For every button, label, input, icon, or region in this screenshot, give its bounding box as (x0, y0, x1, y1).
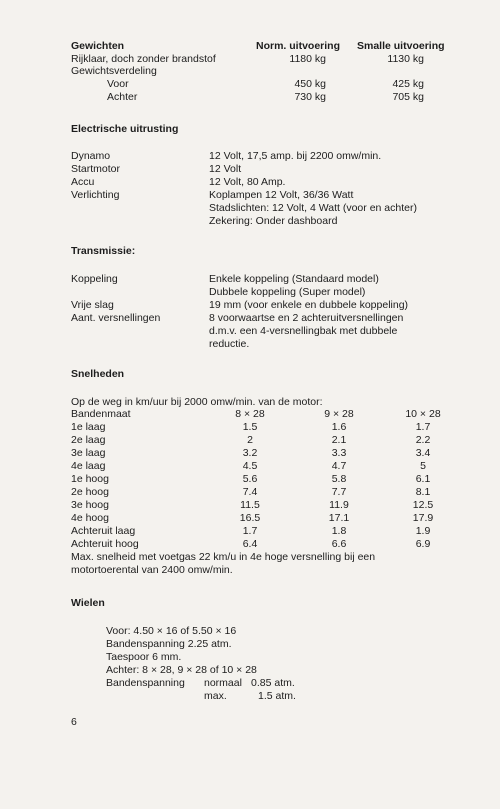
electrical-row-label: Startmotor (71, 163, 121, 175)
wheels-max-value: 1.5 atm. (258, 690, 296, 702)
speeds-heading: Snelheden (71, 368, 125, 380)
speeds-row-c3: 6.1 (415, 473, 431, 485)
weights-voor-normal: 450 kg (294, 78, 326, 90)
weights-achter-narrow: 705 kg (392, 91, 424, 103)
speeds-row-label: 3e hoog (71, 499, 109, 511)
weights-rijklaar-label: Rijklaar, doch zonder brandstof (71, 53, 216, 65)
speeds-row-c2: 7.7 (331, 486, 347, 498)
speeds-header-col2: 9 × 28 (324, 408, 354, 420)
electrical-row-label: Accu (71, 176, 95, 188)
wheels-spanning-voor: Bandenspanning 2.25 atm. (106, 638, 232, 650)
transmission-row-label: Vrije slag (71, 299, 114, 311)
weights-rijklaar-normal: 1180 kg (289, 53, 326, 65)
electrical-row-label: Verlichting (71, 189, 120, 201)
speeds-row-c3: 1.9 (415, 525, 431, 537)
weights-rijklaar-narrow: 1130 kg (387, 53, 424, 65)
speeds-row-c1: 1.5 (242, 421, 258, 433)
speeds-row-label: 2e laag (71, 434, 106, 446)
speeds-row-c2: 17.1 (328, 512, 350, 524)
speeds-row-c2: 2.1 (331, 434, 347, 446)
weights-voor-label: Voor (107, 78, 129, 90)
electrical-row-value: 12 Volt, 80 Amp. (209, 176, 286, 188)
wheels-max-label: max. (204, 690, 227, 702)
speeds-row-label: Achteruit hoog (71, 538, 139, 550)
electrical-row-label: Dynamo (71, 150, 111, 162)
weights-voor-narrow: 425 kg (392, 78, 424, 90)
speeds-row-c1: 16.5 (239, 512, 261, 524)
speeds-row-label: 4e laag (71, 460, 106, 472)
transmission-row-value: d.m.v. een 4-versnellingbak met dubbele (209, 325, 398, 337)
speeds-row-c2: 5.8 (331, 473, 347, 485)
transmission-row-label: Koppeling (71, 273, 118, 285)
speeds-row-c1: 7.4 (242, 486, 258, 498)
speeds-row-c1: 3.2 (242, 447, 258, 459)
transmission-row-value: 8 voorwaartse en 2 achteruitversnellingen (209, 312, 404, 324)
wheels-taespoor: Taespoor 6 mm. (106, 651, 182, 663)
weights-verdeling-label: Gewichtsverdeling (71, 65, 157, 77)
wheels-normaal-value: 0.85 atm. (251, 677, 295, 689)
electrical-row-value: 12 Volt, 17,5 amp. bij 2200 omw/min. (209, 150, 382, 162)
electrical-row-value: 12 Volt (209, 163, 242, 175)
speeds-row-c1: 11.5 (240, 499, 260, 511)
speeds-row-c2: 1.8 (331, 525, 347, 537)
weights-heading: Gewichten (71, 40, 125, 52)
speeds-row-c2: 1.6 (331, 421, 347, 433)
speeds-row-label: Achteruit laag (71, 525, 136, 537)
electrical-heading: Electrische uitrusting (71, 123, 179, 135)
wheels-normaal-label: normaal (204, 677, 242, 689)
speeds-row-c1: 4.5 (242, 460, 258, 472)
speeds-row-label: 3e laag (71, 447, 106, 459)
transmission-row-value: Enkele koppeling (Standaard model) (209, 273, 379, 285)
speeds-row-label: 2e hoog (71, 486, 109, 498)
speeds-note-line2: motortoerental van 2400 omw/min. (71, 564, 233, 576)
speeds-row-c1: 5.6 (242, 473, 258, 485)
speeds-row-c3: 2.2 (415, 434, 431, 446)
wheels-achter: Achter: 8 × 28, 9 × 28 of 10 × 28 (106, 664, 257, 676)
speeds-header-label: Bandenmaat (71, 408, 131, 420)
weights-col-narrow-header: Smalle uitvoering (357, 40, 445, 52)
electrical-row-value: Stadslichten: 12 Volt, 4 Watt (voor en achter) (209, 202, 417, 214)
weights-achter-label: Achter (107, 91, 138, 103)
speeds-note-line1: Max. snelheid met voetgas 22 km/u in 4e hoge versnelling bij een (71, 551, 376, 563)
speeds-row-c1: 6.4 (242, 538, 258, 550)
speeds-row-c2: 3.3 (331, 447, 347, 459)
speeds-row-c1: 2 (247, 434, 253, 446)
speeds-row-c1: 1.7 (242, 525, 258, 537)
speeds-row-c2: 11.9 (329, 499, 349, 511)
transmission-heading: Transmissie: (71, 245, 136, 257)
transmission-row-label: Aant. versnellingen (71, 312, 161, 324)
speeds-row-c3: 5 (420, 460, 426, 472)
speeds-row-c3: 1.7 (415, 421, 431, 433)
speeds-row-c2: 6.6 (331, 538, 347, 550)
electrical-row-value: Zekering: Onder dashboard (209, 215, 338, 227)
weights-col-normal-header: Norm. uitvoering (256, 40, 341, 52)
speeds-row-label: 4e hoog (71, 512, 109, 524)
speeds-row-c3: 8.1 (415, 486, 431, 498)
transmission-row-value: Dubbele koppeling (Super model) (209, 286, 366, 298)
speeds-row-c2: 4.7 (331, 460, 347, 472)
weights-achter-normal: 730 kg (294, 91, 326, 103)
speeds-header-col3: 10 × 28 (405, 408, 441, 420)
speeds-intro: Op de weg in km/uur bij 2000 omw/min. van de motor: (71, 396, 323, 408)
speeds-row-c3: 12.5 (412, 499, 434, 511)
wheels-heading: Wielen (71, 597, 105, 609)
transmission-row-value: reductie. (209, 338, 250, 350)
speeds-header-col1: 8 × 28 (235, 408, 265, 420)
speeds-row-label: 1e hoog (71, 473, 109, 485)
electrical-row-value: Koplampen 12 Volt, 36/36 Watt (209, 189, 354, 201)
speeds-row-label: 1e laag (71, 421, 106, 433)
speeds-row-c3: 3.4 (415, 447, 431, 459)
wheels-voor: Voor: 4.50 × 16 of 5.50 × 16 (106, 625, 237, 637)
wheels-spanning-achter-label: Bandenspanning (106, 677, 185, 689)
transmission-row-value: 19 mm (voor enkele en dubbele koppeling) (209, 299, 409, 311)
page-number: 6 (71, 716, 77, 728)
speeds-row-c3: 17.9 (412, 512, 434, 524)
speeds-row-c3: 6.9 (415, 538, 431, 550)
